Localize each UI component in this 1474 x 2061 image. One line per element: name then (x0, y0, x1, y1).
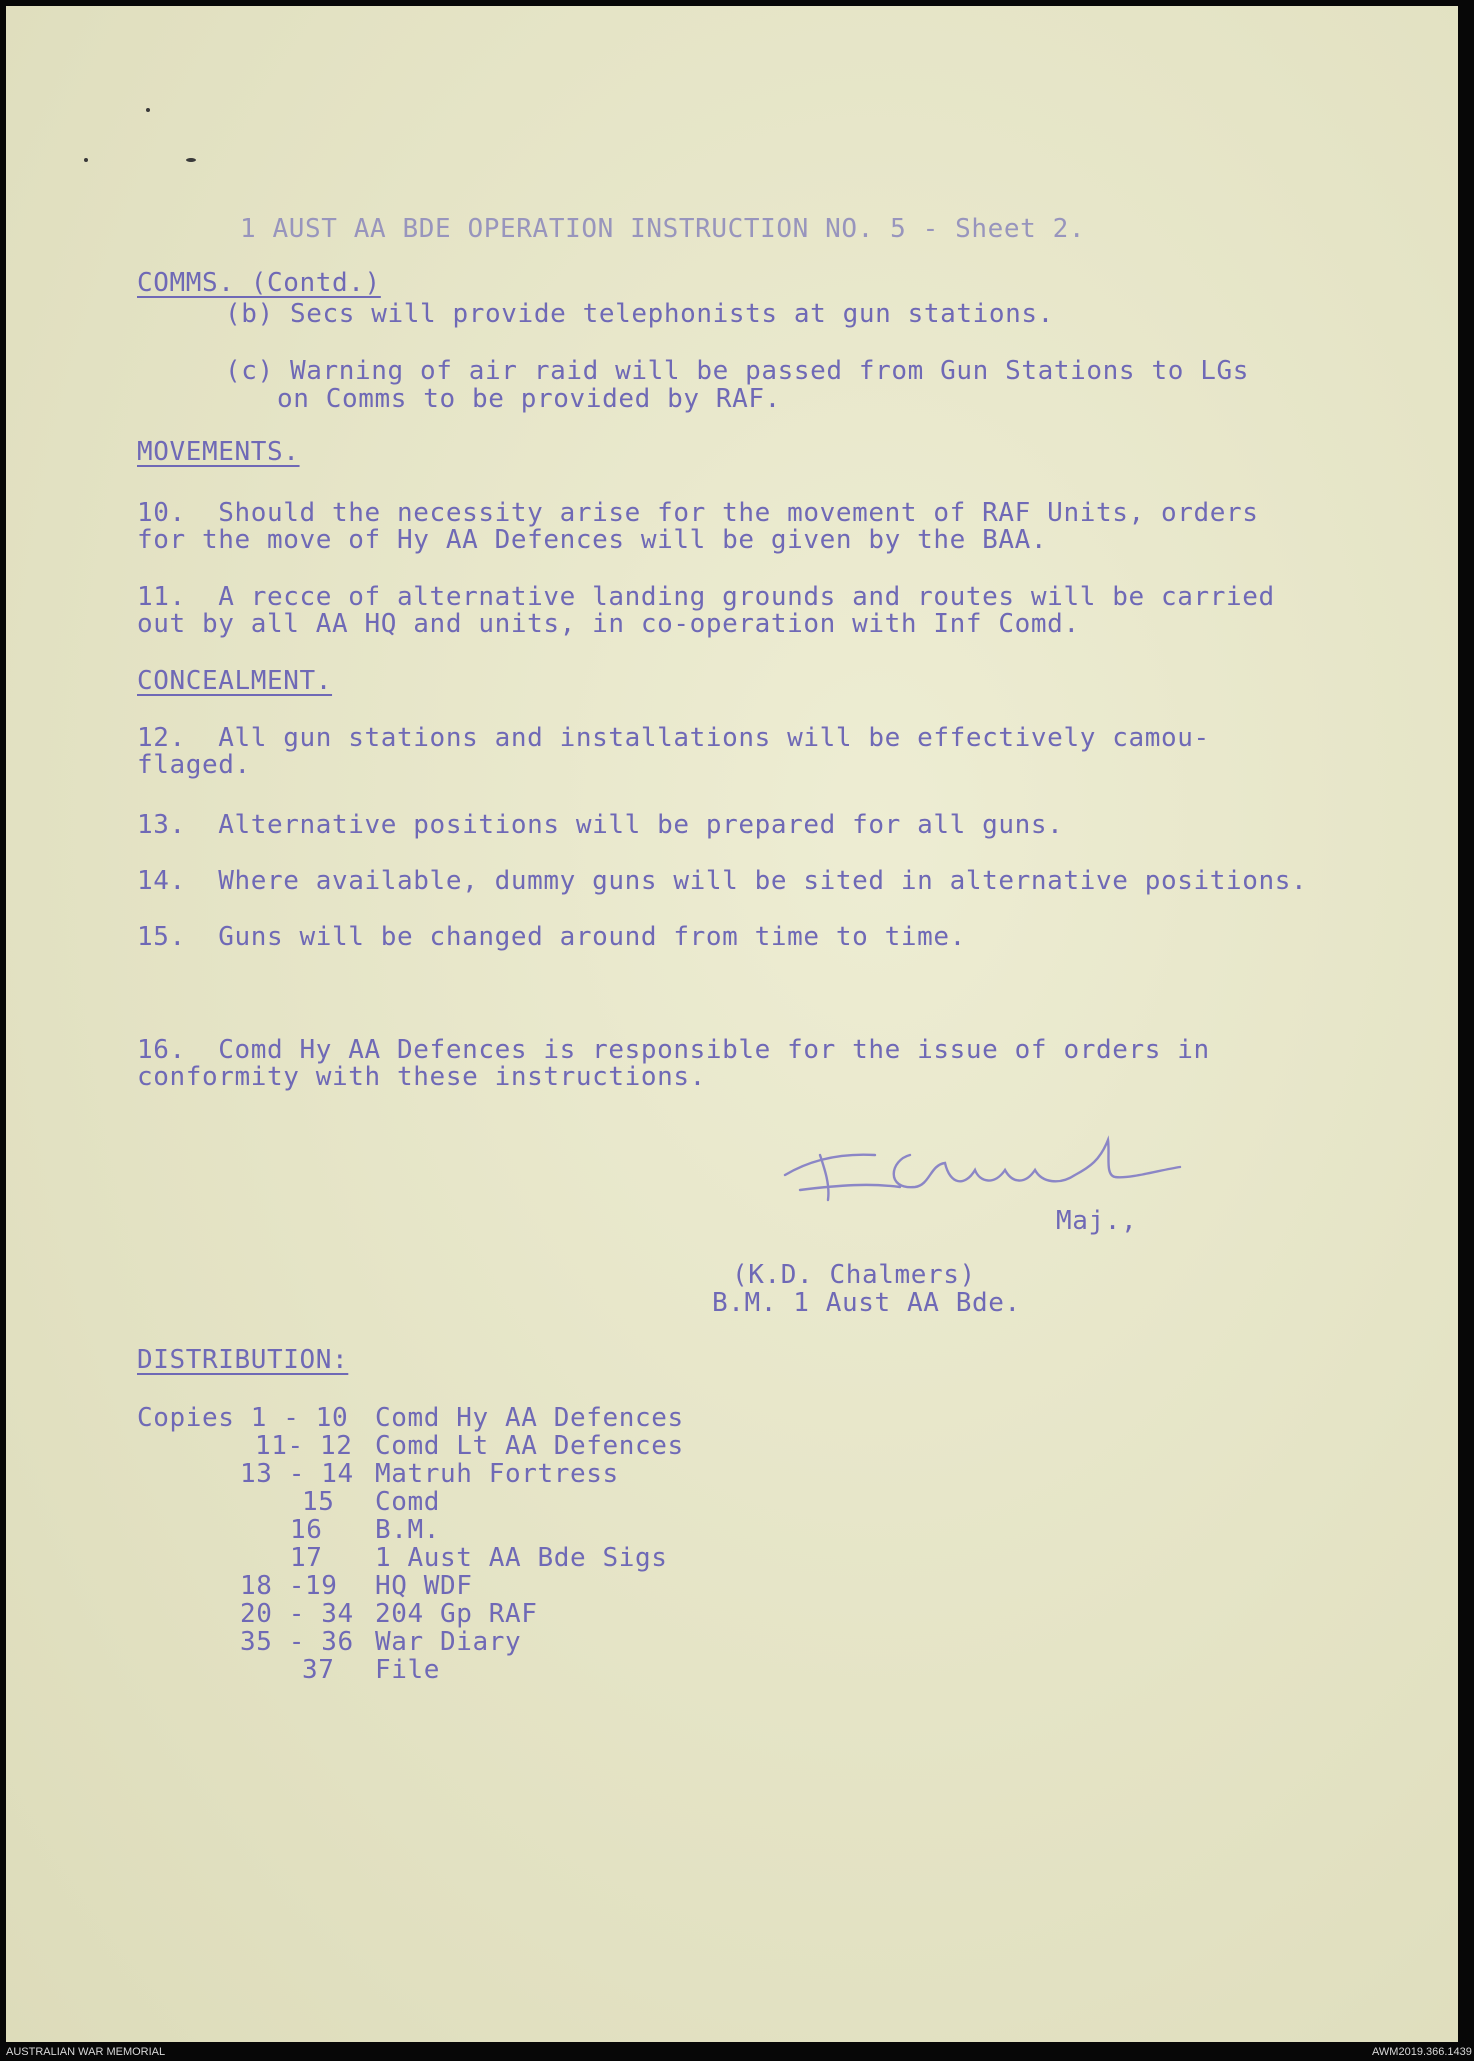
distribution-copies: 13 - 14 (240, 1459, 354, 1489)
section-heading-concealment: CONCEALMENT. (137, 666, 333, 696)
paragraph-16-line1: 16. Comd Hy AA Defences is responsible for the issue of orders in (137, 1035, 1210, 1065)
paragraph-15: 15. Guns will be changed around from time to time. (137, 922, 966, 952)
distribution-copies: 17 (290, 1543, 323, 1573)
footer-archive-name: AUSTRALIAN WAR MEMORIAL (6, 2046, 166, 2058)
distribution-recipient: War Diary (375, 1627, 522, 1657)
distribution-copies: 37 (302, 1655, 335, 1685)
footer-item-id: AWM2019.366.1439 (1372, 2046, 1472, 2058)
distribution-recipient: B.M. (375, 1515, 441, 1545)
paragraph-11-line2: out by all AA HQ and units, in co-operation with Inf Comd. (137, 609, 1080, 639)
paragraph-14: 14. Where available, dummy guns will be sited in alternative positions. (137, 866, 1308, 896)
paragraph-16-line2: conformity with these instructions. (137, 1062, 706, 1092)
section-heading-distribution: DISTRIBUTION: (137, 1345, 349, 1375)
handwritten-signature (780, 1115, 1220, 1215)
comms-item-c-line2: on Comms to be provided by RAF. (277, 384, 781, 414)
paragraph-12-line1: 12. All gun stations and installations will be effectively camou- (137, 723, 1210, 753)
distribution-recipient: Comd Lt AA Defences (375, 1431, 684, 1461)
sheet-header: 1 AUST AA BDE OPERATION INSTRUCTION NO. 5 - Sheet 2. (240, 214, 1086, 244)
distribution-copies: 18 -19 (240, 1571, 338, 1601)
distribution-recipient: Comd (375, 1487, 441, 1517)
paragraph-13: 13. Alternative positions will be prepared for all guns. (137, 810, 1064, 840)
paragraph-10-line1: 10. Should the necessity arise for the movement of RAF Units, orders (137, 498, 1259, 528)
distribution-copies: 16 (290, 1515, 323, 1545)
punch-mark (186, 158, 196, 162)
signatory-title: B.M. 1 Aust AA Bde. (712, 1288, 1021, 1318)
signatory-name: (K.D. Chalmers) (732, 1260, 976, 1290)
section-heading-movements: MOVEMENTS. (137, 437, 300, 467)
distribution-recipient: 204 Gp RAF (375, 1599, 538, 1629)
distribution-recipient: HQ WDF (375, 1571, 473, 1601)
paragraph-12-line2: flaged. (137, 750, 251, 780)
section-heading-comms: COMMS. (Contd.) (137, 268, 381, 298)
distribution-copies: Copies 1 - 10 (137, 1403, 349, 1433)
paragraph-11-line1: 11. A recce of alternative landing grounds and routes will be carried (137, 582, 1275, 612)
punch-mark (84, 158, 88, 162)
distribution-recipient: File (375, 1655, 441, 1685)
signatory-rank: Maj., (1056, 1206, 1138, 1236)
punch-mark (146, 108, 150, 112)
distribution-recipient: 1 Aust AA Bde Sigs (375, 1543, 668, 1573)
distribution-copies: 11- 12 (255, 1431, 353, 1461)
distribution-recipient: Comd Hy AA Defences (375, 1403, 684, 1433)
distribution-copies: 35 - 36 (240, 1627, 354, 1657)
distribution-copies: 15 (302, 1487, 335, 1517)
paragraph-10-line2: for the move of Hy AA Defences will be given by the BAA. (137, 525, 1048, 555)
distribution-copies: 20 - 34 (240, 1599, 354, 1629)
comms-item-b: (b) Secs will provide telephonists at gun stations. (225, 299, 1054, 329)
distribution-recipient: Matruh Fortress (375, 1459, 619, 1489)
comms-item-c-line1: (c) Warning of air raid will be passed from Gun Stations to LGs (225, 356, 1249, 386)
